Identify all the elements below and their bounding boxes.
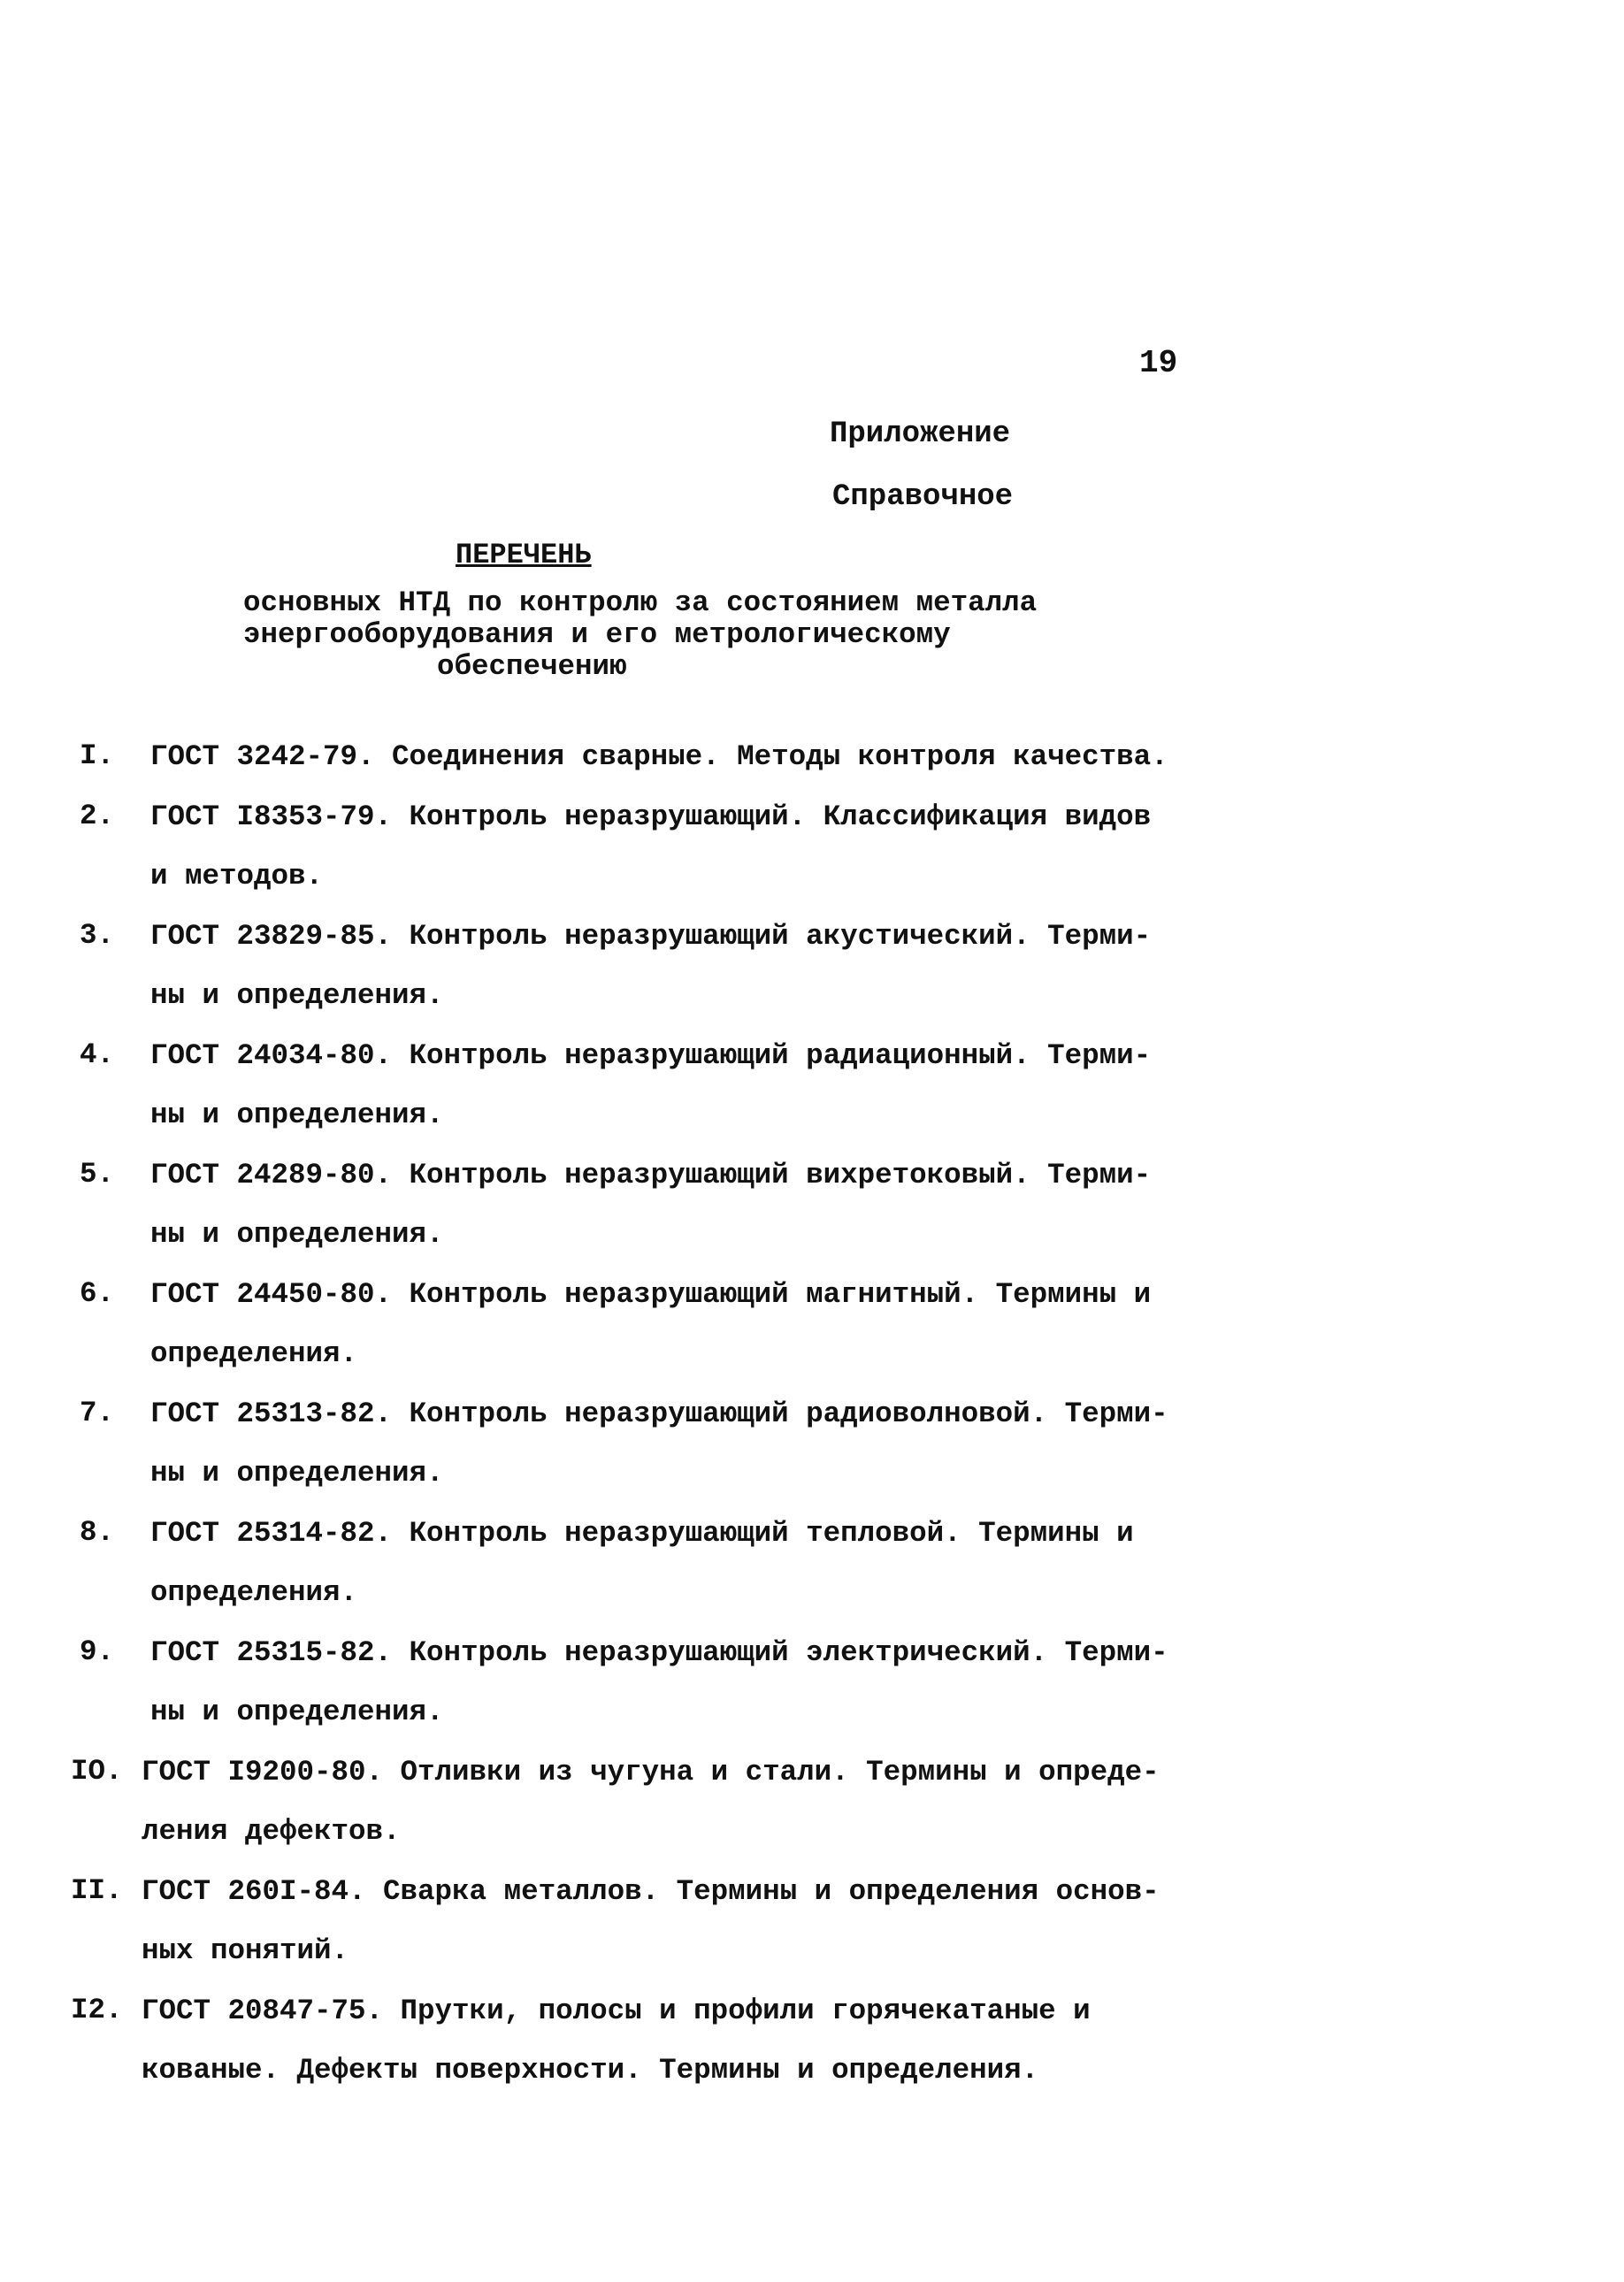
appendix-label: Приложение [830,417,1011,451]
item-text-line: определения. [150,1576,358,1609]
item-text-line: ГОСТ I8353-79. Контроль неразрушающий. Классификация видов [150,800,1152,833]
list-item [80,800,1168,919]
item-number: 9. [80,1635,115,1668]
list-item [71,1873,1168,1994]
subtitle-line: обеспечению [437,650,627,683]
item-number: 7. [80,1396,115,1429]
item-text-line: ны и определения. [150,1099,444,1131]
item-number: 8. [80,1515,115,1549]
item-number: 4. [80,1038,115,1071]
subtitle-line: энергооборудования и его метрологическому [243,618,951,651]
item-number: 6. [80,1276,115,1310]
list-item [80,1635,1168,1755]
list-item [80,739,1168,800]
list-item [80,1516,1168,1635]
item-number: I2. [71,1993,123,2026]
item-text-line: ГОСТ 25315-82. Контроль неразрушающий электрический. Терми- [150,1635,1168,1669]
item-text-line: ны и определения. [150,1457,444,1489]
appendix-type: Справочное [832,480,1014,514]
item-text-line: ных понятий. [142,1934,349,1967]
page-number: 19 [1139,345,1178,381]
item-number: II. [71,1873,123,1907]
item-number: I. [80,739,115,772]
item-text-line: ГОСТ 25313-82. Контроль неразрушающий радиоволновой. Терми- [150,1397,1168,1430]
list-item [80,1038,1168,1158]
list-item [71,1754,1168,1874]
list-item [80,1277,1168,1397]
item-text-line: ГОСТ 24289-80. Контроль неразрушающий вихретоковый. Терми- [150,1158,1152,1191]
document-title: ПЕРЕЧЕНЬ [456,539,592,571]
item-number: IO. [71,1754,123,1788]
item-text-line: ГОСТ I9200-80. Отливки из чугуна и стали. Термины и опреде- [142,1755,1160,1788]
item-text-line: ГОСТ 25314-82. Контроль неразрушающий тепловой. Термины и [150,1516,1134,1550]
item-text-line: ны и определения. [150,1696,444,1728]
item-number: 3. [80,918,115,952]
list-item [80,1158,1168,1277]
item-number: 2. [80,799,115,832]
list-item [80,919,1168,1038]
item-text-line: ления дефектов. [142,1815,401,1848]
item-text-line: ГОСТ 24034-80. Контроль неразрушающий радиационный. Терми- [150,1038,1152,1072]
subtitle-line: основных НТД по контролю за состоянием металла [243,586,1038,619]
item-text-line: ГОСТ 23829-85. Контроль неразрушающий акустический. Терми- [150,919,1152,953]
item-text-line: ГОСТ 3242-79. Соединения сварные. Методы контроля качества. [150,740,1168,773]
item-number: 5. [80,1157,115,1191]
list-item [80,1397,1168,1516]
item-text-line: ны и определения. [150,1218,444,1251]
item-text-line: ГОСТ 24450-80. Контроль неразрушающий магнитный. Термины и [150,1277,1152,1311]
item-text-line: определения. [150,1337,358,1370]
item-text-line: ны и определения. [150,979,444,1012]
list-item [71,1993,1168,2113]
item-text-line: кованые. Дефекты поверхности. Термины и определения. [142,2054,1039,2087]
standards-list [71,739,1168,2113]
item-text-line: ГОСТ 20847-75. Прутки, полосы и профили горячекатаные и [142,1994,1091,2027]
item-text-line: ГОСТ 260I-84. Сварка металлов. Термины и определения основ- [142,1874,1160,1908]
item-text-line: и методов. [150,860,324,892]
